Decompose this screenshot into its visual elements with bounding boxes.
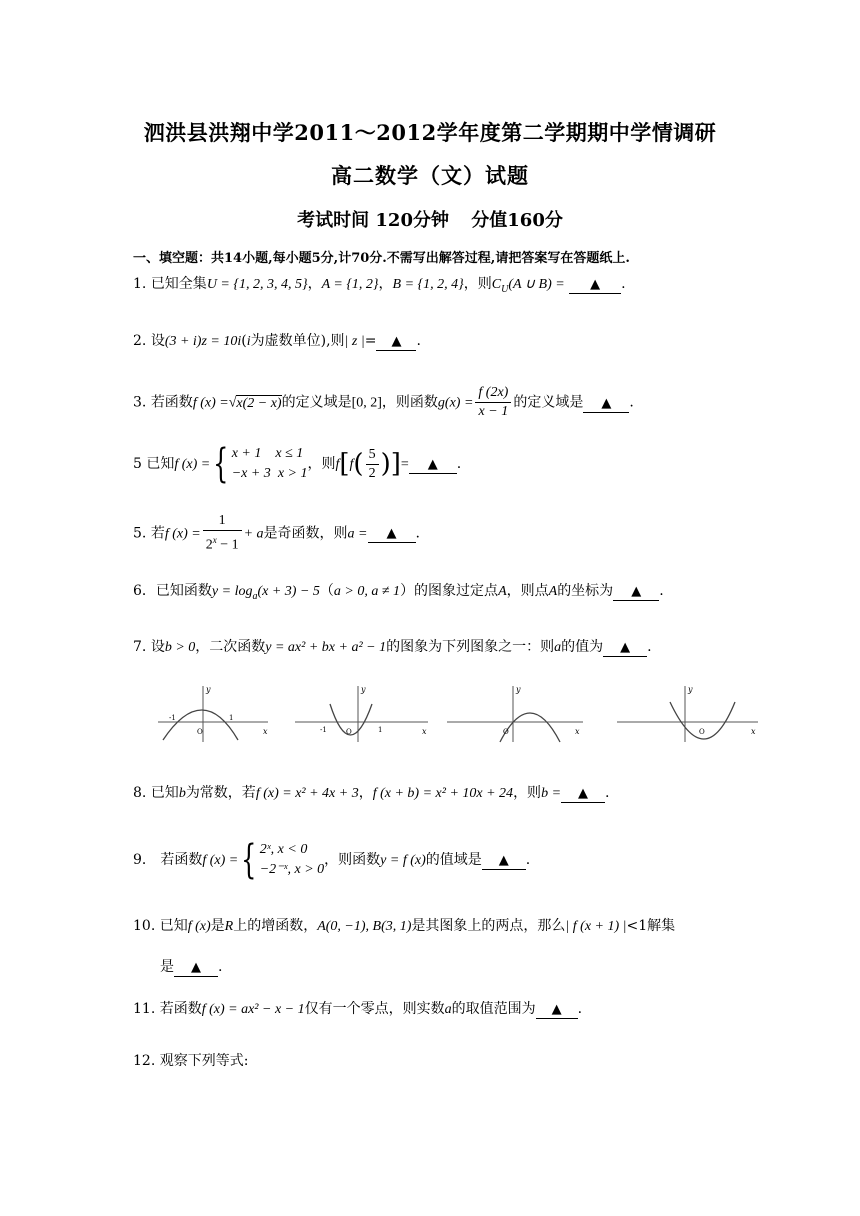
section-heading: 一、填空题：共14小题,每小题5分,计70分.不需写出解答过程,请把答案写在答题纸上. <box>133 251 630 266</box>
full-score: 分值160分 <box>471 210 563 231</box>
exam-subtitle: 高二数学（文）试题 <box>331 163 529 188</box>
graph-4 <box>615 684 760 744</box>
answer-blank: ▲ <box>536 1002 578 1019</box>
svg-text:x: x <box>263 727 268 736</box>
question-8: 8. 已知b为常数，若f (x) = x² + 4x + 3，f (x + b) = x² + 10x + 24，则b = ▲ . <box>133 785 610 801</box>
question-9: 9． 若函数f (x) ={ 2ˣ, x < 0 −2⁻ˣ, x > 0 ，则函数y = f (x)的值域是 ▲ . <box>133 837 531 883</box>
graph-2 <box>290 684 430 744</box>
svg-text:1: 1 <box>378 726 383 734</box>
answer-blank: ▲ <box>409 457 457 474</box>
parabola-graph-1 <box>133 684 273 744</box>
question-6: 6．已知函数$y = \log_a(x + 3) - 5(a > 0$, a ≠ 1）的图象过定点A，则点A的坐标为 ▲ . <box>133 583 664 602</box>
question-12: 12. 观察下列等式: <box>133 1053 249 1069</box>
question-5: 5. 若f (x) = $\frac{1}{2^x - 1}$ + a是奇函数，则a = ▲ . <box>133 513 420 553</box>
parabola-graph-4 <box>615 684 760 744</box>
svg-text:O: O <box>699 728 705 736</box>
question-2: 2. 设(3 + i)z = 10i(i为虚数单位),则| z |= ▲ . <box>133 333 421 349</box>
svg-text:O: O <box>346 728 352 736</box>
parabola-graph-2 <box>290 684 430 744</box>
svg-text:O: O <box>503 728 509 736</box>
question-11: 11. 若函数f (x) = ax² − x − 1仅有一个零点，则实数a的取值范围为 ▲ . <box>133 1001 583 1017</box>
question-4: 5 已知f (x) ={ x + 1 x ≤ 1 −x + 3 x > 1 ，则f[f( $\frac{5}{2}$ )]= ▲ . <box>133 441 462 487</box>
answer-blank: ▲ <box>561 786 605 803</box>
svg-text:O: O <box>197 728 203 736</box>
answer-blank: ▲ <box>482 853 526 870</box>
svg-text:-1: -1 <box>169 714 176 722</box>
exam-info <box>0 206 860 232</box>
question-1: 1. 已知全集U = {1, 2, 3, 4, 5}，A = {1, 2}，B = {1, 2, 4}，则$C_U(A$ ∪ B) = ▲ . <box>133 276 626 295</box>
svg-text:y: y <box>688 685 693 694</box>
answer-blank: ▲ <box>376 334 416 351</box>
exam-time: 考试时间 120分钟 <box>297 210 449 231</box>
exam-title: 泗洪县洪翔中学2011～2012学年度第二学期期中学情调研 <box>143 120 717 145</box>
answer-blank: ▲ <box>174 960 218 977</box>
svg-text:x: x <box>422 727 427 736</box>
answer-blank: ▲ <box>603 640 647 657</box>
graph-1 <box>133 684 273 744</box>
question-3: 3. 若函数f (x) =√x(2 − x)的定义域是[0, 2]，则函数g(x) = $\frac{f (2x)}{x - 1}$ 的定义域是 ▲ . <box>133 385 634 419</box>
answer-blank: ▲ <box>613 584 659 601</box>
answer-blank: ▲ <box>583 396 629 413</box>
svg-text:x: x <box>575 727 580 736</box>
svg-text:y: y <box>361 685 366 694</box>
graph-3 <box>445 684 585 744</box>
question-10: 10. 已知f (x)是R上的增函数，A(0, −1), B(3, 1)是其图象上的两点，那么| f (x + 1) |<1解集 <box>133 918 676 934</box>
svg-text:y: y <box>206 685 211 694</box>
question-10-continued: 是 ▲ . <box>160 959 223 975</box>
svg-text:x: x <box>751 727 756 736</box>
answer-blank: ▲ <box>569 277 621 294</box>
svg-text:-1: -1 <box>320 726 327 734</box>
svg-text:1: 1 <box>229 714 234 722</box>
question-7: 7. 设b > 0，二次函数y = ax² + bx + a² − 1的图象为下列图象之一：则a的值为 ▲ . <box>133 639 652 655</box>
answer-blank: ▲ <box>368 526 416 543</box>
svg-text:y: y <box>516 685 521 694</box>
parabola-graph-3 <box>445 684 585 744</box>
